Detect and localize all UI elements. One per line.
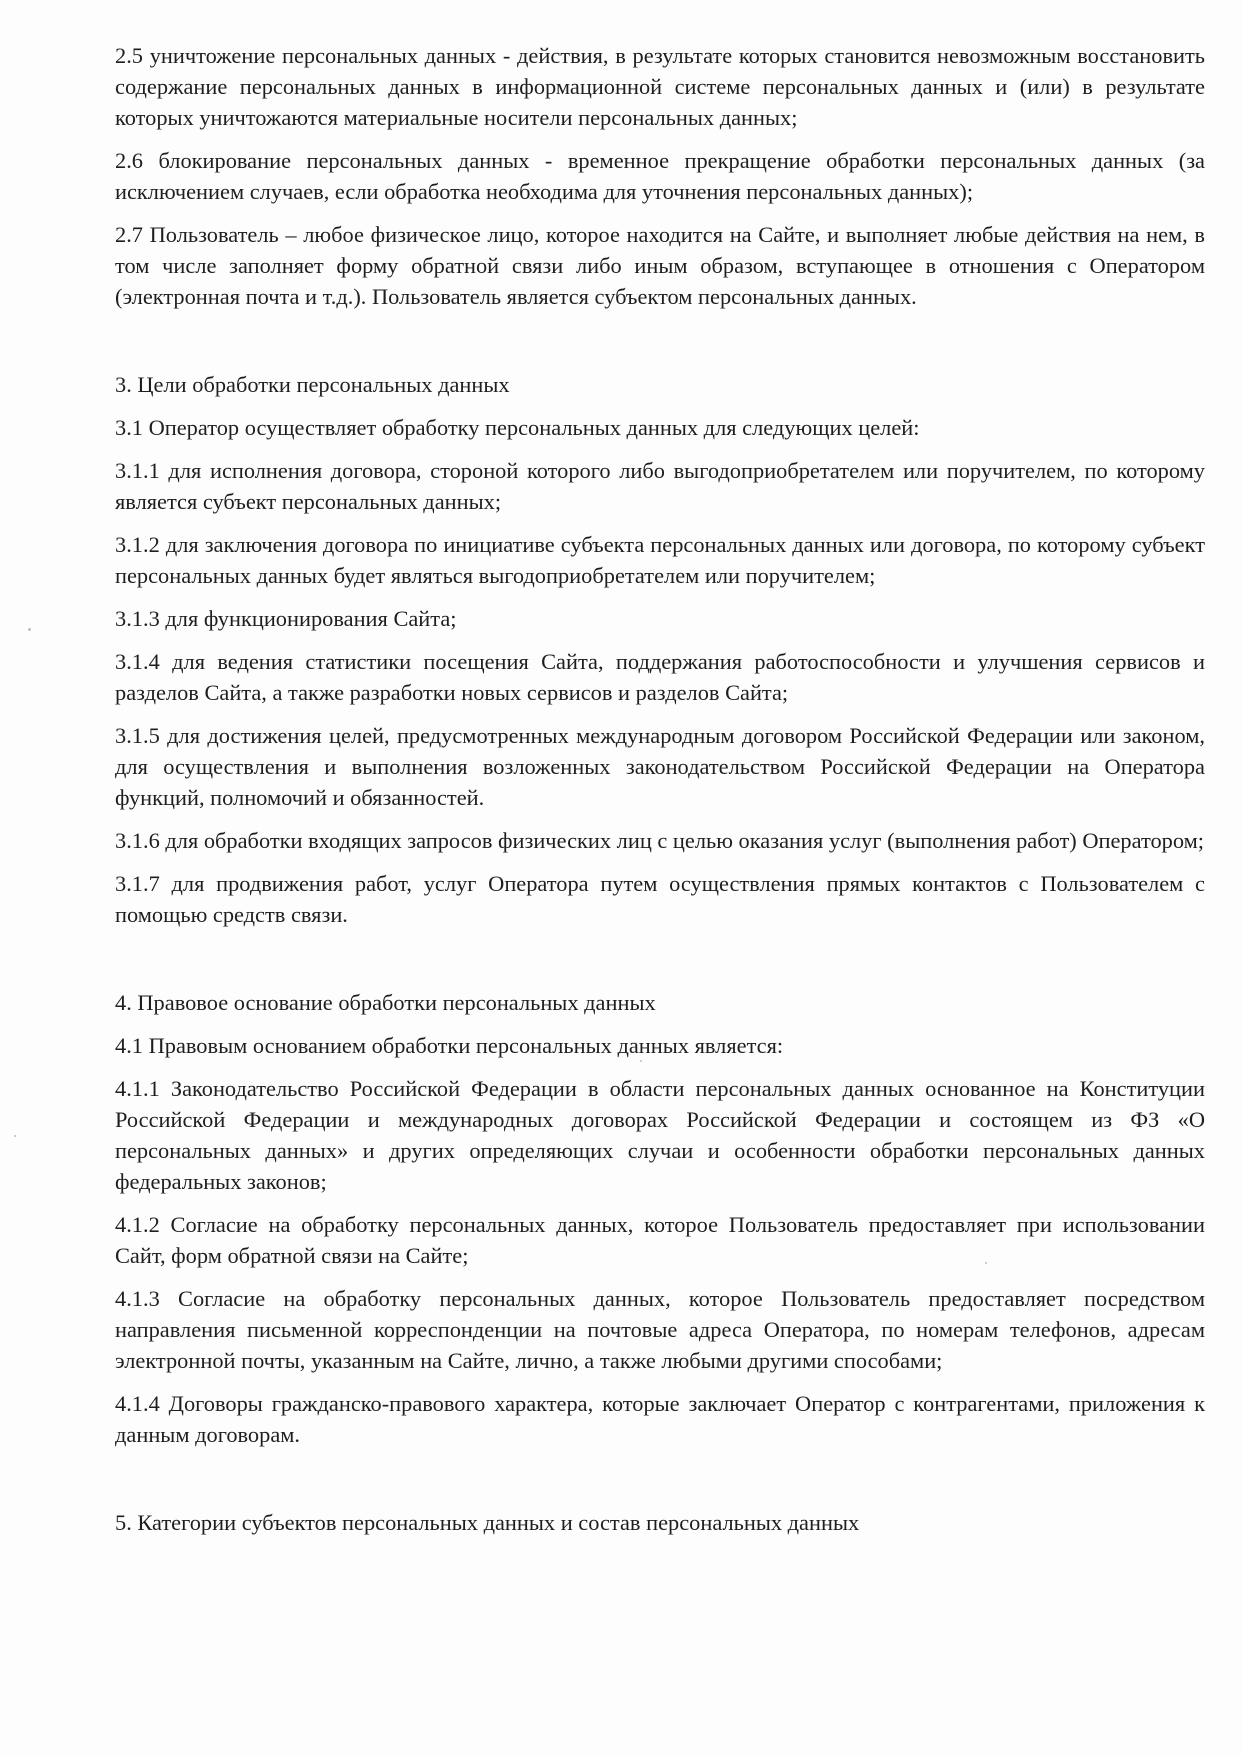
section-5-heading: 5. Категории субъектов персональных данных и состав персональных данных <box>115 1510 860 1535</box>
paragraph-2-7: 2.7 Пользователь – любое физическое лицо, которое находится на Сайте, и выполняет любые действия на нем, в том числе заполняет форму обратной связи либо иным образом, вступающее в отношения с Оператором (электронная почта и т.д.). Пользователь является субъектом персональных данных. <box>115 222 1205 309</box>
section-gap <box>115 324 1205 369</box>
paragraph-4-1-4: 4.1.4 Договоры гражданско-правового характера, которые заключает Оператор с контрагентами, приложения к данным договорам. <box>115 1391 1205 1447</box>
section-gap <box>115 1462 1205 1507</box>
section-3-heading: 3. Цели обработки персональных данных <box>115 372 510 397</box>
paragraph-3-1-1: 3.1.1 для исполнения договора, стороной которого либо выгодоприобретателем или поручителем, по которому является субъект персональных данных; <box>115 458 1205 514</box>
scan-speck <box>14 1135 16 1137</box>
paragraph-3-1-6: 3.1.6 для обработки входящих запросов физических лиц с целью оказания услуг (выполнения работ) Оператором; <box>115 828 1205 853</box>
paragraph-4-1: 4.1 Правовым основанием обработки персональных данных является: <box>115 1033 784 1058</box>
paragraph-3-1-5: 3.1.5 для достижения целей, предусмотренных международным договором Российской Федерации или законом, для осуществления и выполнения возложенных законодательством Российской Федерации на Оператора функций, полномочий и обязанностей. <box>115 723 1205 810</box>
paragraph-4-1-2: 4.1.2 Согласие на обработку персональных данных, которое Пользователь предоставляет при использовании Сайт, форм обратной связи на Сайте; <box>115 1212 1205 1268</box>
paragraph-2-6: 2.6 блокирование персональных данных - временное прекращение обработки персональных данных (за исключением случаев, если обработка необходима для уточнения персональных данных); <box>115 148 1205 204</box>
paragraph-3-1-2: 3.1.2 для заключения договора по инициативе субъекта персональных данных или договора, по которому субъект персональных данных будет являться выгодоприобретателем или поручителем; <box>115 532 1205 588</box>
paragraph-3-1-3: 3.1.3 для функционирования Сайта; <box>115 606 457 631</box>
section-4-heading: 4. Правовое основание обработки персональных данных <box>115 990 656 1015</box>
scan-speck <box>28 628 31 631</box>
paragraph-3-1-7: 3.1.7 для продвижения работ, услуг Оператора путем осуществления прямых контактов с Пользователем с помощью средств связи. <box>115 871 1205 927</box>
document-body <box>115 40 1205 1550</box>
paragraph-4-1-1: 4.1.1 Законодательство Российской Федерации в области персональных данных основанное на Конституции Российской Федерации и международных договорах Российской Федерации и состоящем из ФЗ «О персональных данных» и других определяющих случаи и особенности обработки персональных данных федеральных законов; <box>115 1076 1205 1194</box>
paragraph-2-5: 2.5 уничтожение персональных данных - действия, в результате которых становится невозможным восстановить содержание персональных данных в информационной системе персональных данных и (или) в результате которых уничтожаются материальные носители персональных данных; <box>115 43 1205 130</box>
section-gap <box>115 942 1205 987</box>
paragraph-3-1: 3.1 Оператор осуществляет обработку персональных данных для следующих целей: <box>115 415 920 440</box>
paragraph-4-1-3: 4.1.3 Согласие на обработку персональных данных, которое Пользователь предоставляет посредством направления письменной корреспонденции на почтовые адреса Оператора, по номерам телефонов, адресам электронной почты, указанным на Сайте, лично, а также любыми другими способами; <box>115 1286 1205 1373</box>
paragraph-3-1-4: 3.1.4 для ведения статистики посещения Сайта, поддержания работоспособности и улучшения сервисов и разделов Сайта, а также разработки новых сервисов и разделов Сайта; <box>115 649 1205 705</box>
